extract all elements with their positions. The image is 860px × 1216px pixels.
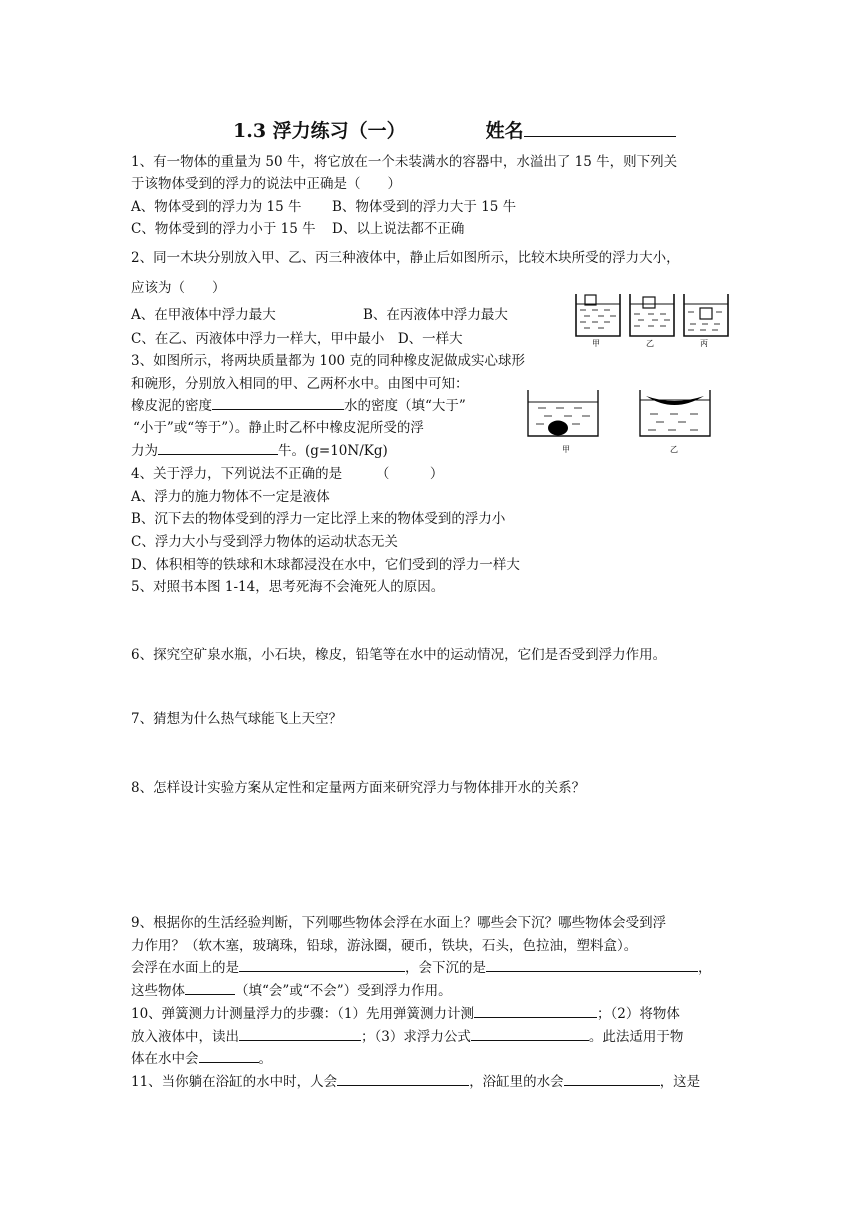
q8-text: 8、怎样设计实验方案从定性和定量两方面来研究浮力与物体排开水的关系？ [131,780,586,796]
q2-line1: 2、同一木块分别放入甲、乙、丙三种液体中，静止后如图所示，比较木块所受的浮力大小， [131,250,680,266]
q10-line2-b: ；（3）求浮力公式 [361,1029,471,1045]
q10-line2-a: 放入液体中，读出 [131,1029,239,1045]
q3-line5-a: 力为 [131,443,158,459]
q2-option-cd: C、在乙、丙液体中浮力一样大，甲中最小 D、一样大 [131,331,463,347]
beaker-bing [684,294,728,336]
q5-text: 5、对照书本图 1-14，思考死海不会淹死人的原因。 [131,579,445,595]
page-title [233,116,676,143]
q10-line2 [131,1027,683,1047]
q11-line1-b: ，浴缸里的水会 [469,1074,564,1090]
q9-line1: 9、根据你的生活经验判断，下列哪些物体会浮在水面上？哪些会下沉？哪些物体会受到浮 [131,915,667,931]
q11-line1-a: 11、当你躺在浴缸的水中时，人会 [131,1074,338,1090]
q3-line3 [131,396,466,416]
q9-line4-a: 这些物体 [131,983,185,999]
q3-blank-density[interactable] [212,408,344,410]
q3-line5-b: 牛。(g=10N/Kg) [278,443,388,459]
clay-bowl [646,396,704,405]
q2-option-b: B、在丙液体中浮力最大 [363,307,508,323]
q3-blank-force[interactable] [158,453,278,455]
q10-line3-a: 体在水中会 [131,1051,199,1067]
clay-ball [548,421,568,436]
q3-cups-figure [524,386,724,456]
beaker-yi [630,294,674,336]
q1-option-b: B、物体受到的浮力大于 15 牛 [332,199,517,215]
q10-line1-a: 10、弹簧测力计测量浮力的步骤：（1）先用弹簧测力计测 [131,1006,475,1022]
q2-option-a: A、在甲液体中浮力最大 [131,307,276,323]
q11-line1-c: ，这是 [659,1074,701,1090]
q9-line2: 力作用？（软木塞，玻璃珠，铅球，游泳圈，硬币，铁块，石头，色拉油，塑料盒）。 [131,938,638,954]
name-label: 姓名 [485,120,524,142]
q6-text: 6、探究空矿泉水瓶，小石块，橡皮，铅笔等在水中的运动情况，它们是否受到浮力作用。 [131,647,667,663]
q1-option-a: A、物体受到的浮力为 15 牛 [131,199,302,215]
q3-line5 [131,441,388,461]
q9-line3-a: 会浮在水面上的是 [131,960,239,976]
beaker-jia [576,294,620,336]
q1-line1: 1、有一物体的重量为 50 牛，将它放在一个未装满水的容器中，水溢出了 15 牛，则下列关 [131,154,678,170]
q9-blank-sink[interactable] [486,970,698,972]
q10-line3-b: 。 [258,1051,272,1067]
q9-line3 [131,958,712,978]
q1-option-d: D、以上说法都不正确 [332,221,465,237]
title-text: 1.3 浮力练习（一） [233,120,406,142]
beaker-label-bing: 丙 [700,339,708,348]
q3-line2: 和碗形，分别放入相同的甲、乙两杯水中。由图中可知： [131,376,469,392]
q4-option-a: A、浮力的施力物体不一定是液体 [131,489,330,505]
q11-line1 [131,1072,700,1092]
q3-line3-b: 水的密度（填“大于” [344,398,466,414]
q1-option-c: C、物体受到的浮力小于 15 牛 [131,221,316,237]
beaker-label-yi: 乙 [646,339,654,348]
name-blank[interactable] [524,135,676,137]
q3-line4: “小于”或“等于”）。静止时乙杯中橡皮泥所受的浮 [133,420,424,436]
cup-label-jia: 甲 [562,445,570,454]
q4-option-b: B、沉下去的物体受到的浮力一定比浮上来的物体受到的浮力小 [131,511,506,527]
q9-line4-b: （填“会”或“不会”）受到浮力作用。 [235,983,452,999]
q10-line1-b: ；（2）将物体 [597,1006,680,1022]
q10-line3 [131,1049,272,1069]
q4-option-d: D、体积相等的铁球和木球都浸没在水中，它们受到的浮力一样大 [131,557,520,573]
q11-blank-person[interactable] [337,1084,469,1086]
q2-beakers-figure [572,288,742,350]
q9-blank-float[interactable] [239,970,405,972]
q1-line2: 于该物体受到的浮力的说法中正确是（ ） [131,176,401,192]
q9-line3-b: ，会下沉的是 [405,960,486,976]
q10-line1 [131,1004,680,1024]
q10-blank-state[interactable] [199,1061,259,1063]
q9-line3-c: ， [698,960,712,976]
q10-blank-step1[interactable] [474,1016,597,1018]
q10-blank-step2[interactable] [239,1039,361,1041]
q2-line2: 应该为（ ） [131,280,226,296]
q3-line1: 3、如图所示，将两块质量都为 100 克的同种橡皮泥做成实心球形 [131,353,525,369]
cup-yi [640,390,710,436]
q10-blank-formula[interactable] [471,1039,589,1041]
cup-jia [528,390,598,436]
q4-option-c: C、浮力大小与受到浮力物体的运动状态无关 [131,534,398,550]
q11-blank-water[interactable] [564,1084,660,1086]
beaker-label-jia: 甲 [592,339,600,348]
q9-line4 [131,981,452,1001]
q4-line1: 4、关于浮力，下列说法不正确的是 （ ） [131,466,444,482]
q7-text: 7、猜想为什么热气球能飞上天空？ [131,711,343,727]
q10-line2-c: 。此法适用于物 [588,1029,684,1045]
cup-label-yi: 乙 [670,445,678,454]
q3-line3-a: 橡皮泥的密度 [131,398,212,414]
q9-blank-buoyancy[interactable] [185,993,235,995]
